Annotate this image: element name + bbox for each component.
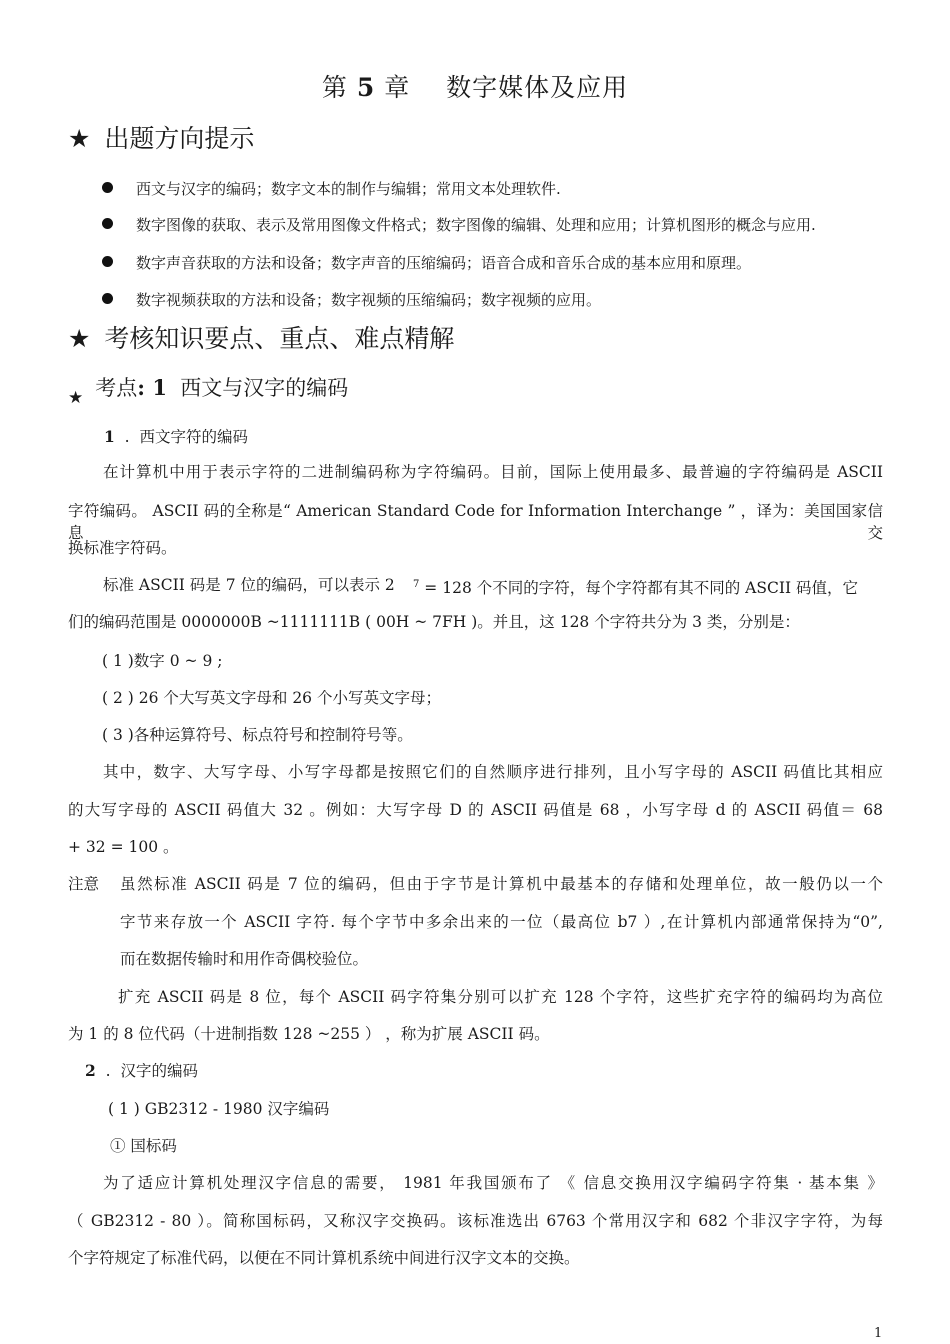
subheading-dot: . [105,1062,111,1080]
paragraph-line: 个字符规定了标准代码，以便在不同计算机系统中间进行汉字文本的交换。 [68,1249,580,1267]
page-number: 1 [874,1326,883,1341]
section-heading-hints [68,119,254,155]
list-item: ( 3 )各种运算符号、标点符号和控制符号等。 [102,726,413,744]
list-item: ( 1 )数字 0 ~ 9 ; [102,652,223,670]
subheading-2a1: ① 国标码 [110,1137,177,1155]
kaodian-number: : 1 [137,375,167,400]
paragraph-line: 扩充 ASCII 码是 8 位，每个 ASCII 码字符集分别可以扩充 128 个字符，这些扩充字符的编码均为高位 [118,988,883,1006]
chapter-title [0,68,950,104]
note-label: 注意 [68,875,100,893]
list-item: ( 2 ) 26 个大写英文字母和 26 个小写英文字母； [102,689,441,707]
bullet-text: 数字声音获取的方法和设备；数字声音的压缩编码；语音合成和音乐合成的基本应用和原理。 [136,254,752,272]
subheading-text: 汉字的编码 [120,1062,198,1080]
subheading-1 [104,426,248,448]
subheading-number: 2 [85,1061,96,1080]
bullet-text: 数字视频获取的方法和设备；数字视频的压缩编码；数字视频的应用。 [136,291,602,309]
paragraph-line: 其中，数字、大写字母、小写字母都是按照它们的自然顺序进行排列，且小写字母的 ASCII 码值比其相应 [103,763,883,781]
star-icon: ★ [68,324,91,353]
para2-part-b: = 128 个不同的字符，每个字符都有其不同的 ASCII 码值，它 [419,579,859,598]
bullet-dot-icon [102,256,113,267]
section-heading-text: 考核知识要点、重点、难点精解 [104,324,455,353]
star-icon: ★ [68,124,91,153]
superscript-line [413,574,858,599]
paragraph-line: 在计算机中用于表示字符的二进制编码称为字符编码。目前，国际上使用最多、最普遍的字符编码是 ASCII [103,463,883,481]
subheading-dot: . [124,428,130,446]
chapter-suffix: 章 [384,73,411,102]
chapter-name: 数字媒体及应用 [446,73,629,102]
note-line: 字节来存放一个 ASCII 字符. 每个字节中多余出来的一位（最高位 b7 ）,在计算机内部通常保持为“0”, [120,913,883,931]
paragraph-line: （ GB2312 - 80 ）。简称国标码，又称汉字交换码。该标准选出 6763 个常用汉字和 682 个非汉字字符，为每 [68,1212,883,1230]
subheading-text: 西文字符的编码 [139,428,248,446]
note-line: 而在数据传输时和用作奇偶校验位。 [120,950,369,968]
paragraph-line: 的大写字母的 ASCII 码值大 32 。例如：大写字母 D 的 ASCII 码值是 68 ，小写字母 d 的 ASCII 码值＝ 68 [68,801,883,819]
small-star-icon: ★ [68,388,84,408]
paragraph-line: 换标准字符码。 [68,539,177,557]
bullet-dot-icon [102,182,113,193]
paragraph-line: + 32 = 100 。 [68,838,179,856]
section-heading-keypoints [68,319,454,355]
para2-part-a: 标准 ASCII 码是 7 位的编码，可以表示 2 [103,576,395,594]
paragraph-line: 字符编码。 ASCII 码的全称是“ American Standard Code for Information Interchange ” ，译为：美国国家信息交 [68,502,883,542]
bullet-text: 西文与汉字的编码；数字文本的制作与编辑；常用文本处理软件. [136,180,561,198]
kaodian-heading [68,372,349,408]
bullet-dot-icon [102,293,113,304]
subheading-number: 1 [104,427,115,446]
kaodian-label: 考点 [95,376,138,400]
superscript-exponent: 7 [413,579,420,590]
bullet-dot-icon [102,218,113,229]
note-line: 虽然标准 ASCII 码是 7 位的编码，但由于字节是计算机中最基本的存储和处理单位，故一般仍以一个 [120,875,883,893]
section-heading-text: 出题方向提示 [104,124,255,153]
subheading-2 [85,1060,198,1082]
bullet-text: 数字图像的获取、表示及常用图像文件格式；数字图像的编辑、处理和应用；计算机图形的概念与应用. [136,216,816,234]
subheading-2a: ( 1 ) GB2312 - 1980 汉字编码 [108,1100,330,1118]
chapter-prefix: 第 [321,73,348,102]
kaodian-text: 西文与汉字的编码 [180,376,349,400]
paragraph-line: 为 1 的 8 位代码（十进制指数 128 ~255 ） ，称为扩展 ASCII 码。 [68,1025,550,1043]
paragraph-line: 们的编码范围是 0000000B ~1111111B ( 00H ~ 7FH )。并且，这 128 个字符共分为 3 类，分别是： [68,613,800,631]
paragraph-line: 为了适应计算机处理汉字信息的需要， 1981 年我国颁布了 《 信息交换用汉字编码字符集 · 基本集 》 [103,1174,883,1192]
chapter-number: 5 [356,73,376,102]
